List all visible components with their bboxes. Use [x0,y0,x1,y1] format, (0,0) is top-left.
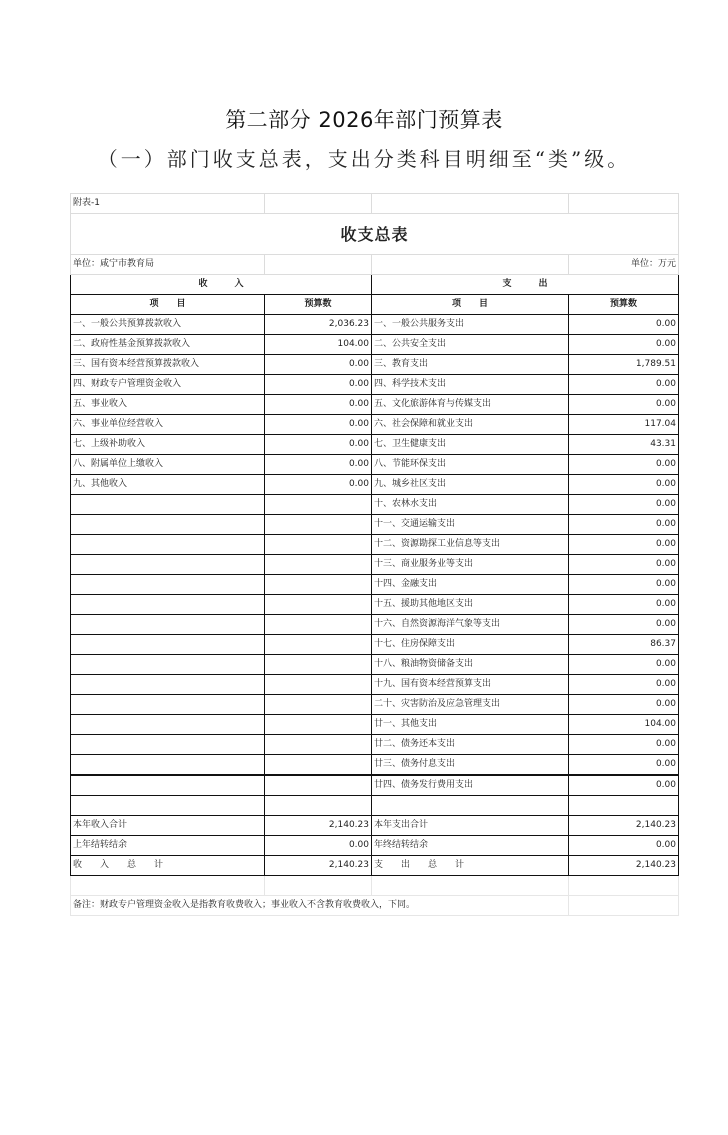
table-row [71,595,679,615]
expense-item: 十四、金融支出 [372,575,569,595]
expense-value: 2,140.23 [569,816,679,836]
income-item [71,595,265,615]
income-value: 104.00 [265,335,372,355]
table-row [71,615,679,635]
expense-item: 廿三、债务付息支出 [372,755,569,776]
income-value: 0.00 [265,415,372,435]
expense-item: 十八、粮油物资储备支出 [372,655,569,675]
income-value: 2,140.23 [265,816,372,836]
expense-item: 二十、灾害防治及应急管理支出 [372,695,569,715]
expense-item: 十五、援助其他地区支出 [372,595,569,615]
table-row [71,655,679,675]
income-item [71,635,265,655]
expense-value: 86.37 [569,635,679,655]
expense-item: 二、公共安全支出 [372,335,569,355]
expense-budget-header: 预算数 [569,295,679,315]
income-value [265,755,372,776]
expense-value: 0.00 [569,375,679,395]
expense-item: 九、城乡社区支出 [372,475,569,495]
sheet-label: 附表-1 [71,194,265,214]
income-value [265,555,372,575]
table-row [71,535,679,555]
sheet-title: 收支总表 [71,214,679,255]
budget-sheet [70,193,678,916]
expense-item [372,796,569,816]
income-item: 上年结转结余 [71,836,265,856]
income-value [265,675,372,695]
table-row [71,755,679,776]
expense-value: 0.00 [569,575,679,595]
income-value [265,575,372,595]
income-item [71,575,265,595]
expense-item: 七、卫生健康支出 [372,435,569,455]
expense-value: 0.00 [569,455,679,475]
expense-item: 廿四、债务发行费用支出 [372,775,569,796]
income-item [71,715,265,735]
income-item [71,615,265,635]
table-row [71,355,679,375]
income-value [265,796,372,816]
table-row [71,635,679,655]
income-item [71,695,265,715]
table-row [71,315,679,335]
table-row [71,796,679,816]
expense-value: 117.04 [569,415,679,435]
spacer-row [71,876,679,896]
expense-item: 一、一般公共服务支出 [372,315,569,335]
income-value: 0.00 [265,475,372,495]
income-item: 四、财政专户管理资金收入 [71,375,265,395]
income-item: 一、一般公共预算拨款收入 [71,315,265,335]
expense-value: 0.00 [569,675,679,695]
table-row [71,695,679,715]
expense-value: 0.00 [569,395,679,415]
income-item [71,535,265,555]
table-row [71,515,679,535]
table-row [71,675,679,695]
income-expense-table [70,193,679,916]
income-item: 五、事业收入 [71,395,265,415]
expense-item: 廿二、债务还本支出 [372,735,569,755]
income-item [71,555,265,575]
expense-value: 0.00 [569,755,679,776]
expense-item: 年终结转结余 [372,836,569,856]
expense-value: 104.00 [569,715,679,735]
income-value [265,695,372,715]
expense-item: 支 出 总 计 [372,856,569,876]
income-budget-header: 预算数 [265,295,372,315]
income-item [71,775,265,796]
column-header-row [71,295,679,315]
income-value [265,735,372,755]
income-value: 0.00 [265,836,372,856]
income-value: 0.00 [265,395,372,415]
income-item: 八、附属单位上缴收入 [71,455,265,475]
table-row [71,775,679,796]
income-item [71,796,265,816]
expense-value [569,796,679,816]
table-row [71,735,679,755]
table-row [71,455,679,475]
income-item [71,735,265,755]
table-row [71,575,679,595]
table-row [71,715,679,735]
total-row [71,856,679,876]
sheet-label-row [71,194,679,214]
expense-value: 0.00 [569,315,679,335]
income-value [265,615,372,635]
table-row [71,375,679,395]
page-heading: 第二部分 2026年部门预算表 [225,108,503,132]
expense-value: 0.00 [569,695,679,715]
expense-value: 0.00 [569,775,679,796]
expense-value: 0.00 [569,595,679,615]
expense-value: 2,140.23 [569,856,679,876]
income-value: 2,036.23 [265,315,372,335]
expense-item: 十二、资源勘探工业信息等支出 [372,535,569,555]
income-value [265,495,372,515]
income-item [71,675,265,695]
income-value [265,635,372,655]
income-item: 九、其他收入 [71,475,265,495]
footnote: 备注：财政专户管理资金收入是指教育收费收入；事业收入不含教育收费收入，下同。 [71,896,569,916]
unit-organization: 单位：咸宁市教育局 [71,255,265,275]
expense-item: 本年支出合计 [372,816,569,836]
income-item: 二、政府性基金预算拨款收入 [71,335,265,355]
income-item: 三、国有资本经营预算拨款收入 [71,355,265,375]
section-header-row [71,275,679,295]
income-item: 本年收入合计 [71,816,265,836]
income-value [265,535,372,555]
income-item [71,495,265,515]
income-value [265,515,372,535]
expense-item-header: 项 目 [372,295,569,315]
table-row [71,335,679,355]
expense-value: 0.00 [569,495,679,515]
expense-header: 支 出 [372,275,679,295]
unit-row [71,255,679,275]
income-item: 收 入 总 计 [71,856,265,876]
income-item [71,755,265,776]
table-row [71,495,679,515]
income-value: 0.00 [265,435,372,455]
income-value: 0.00 [265,355,372,375]
expense-value: 0.00 [569,475,679,495]
expense-value: 0.00 [569,615,679,635]
income-value [265,595,372,615]
expense-item: 十七、住房保障支出 [372,635,569,655]
note-row [71,896,679,916]
expense-value: 0.00 [569,655,679,675]
total-row [71,816,679,836]
table-row [71,395,679,415]
income-item: 七、上级补助收入 [71,435,265,455]
expense-value: 0.00 [569,735,679,755]
income-value [265,775,372,796]
expense-value: 43.31 [569,435,679,455]
income-value [265,655,372,675]
expense-item: 十九、国有资本经营预算支出 [372,675,569,695]
expense-item: 十、农林水支出 [372,495,569,515]
sheet-title-row [71,214,679,255]
expense-item: 三、教育支出 [372,355,569,375]
expense-item: 廿一、其他支出 [372,715,569,735]
table-row [71,475,679,495]
income-value [265,715,372,735]
income-item-header: 项 目 [71,295,265,315]
expense-item: 十三、商业服务业等支出 [372,555,569,575]
income-value: 0.00 [265,375,372,395]
total-row [71,836,679,856]
expense-item: 十一、交通运输支出 [372,515,569,535]
expense-item: 六、社会保障和就业支出 [372,415,569,435]
expense-item: 五、文化旅游体育与传媒支出 [372,395,569,415]
income-item [71,655,265,675]
income-value: 0.00 [265,455,372,475]
income-item: 六、事业单位经营收入 [71,415,265,435]
table-row [71,415,679,435]
expense-value: 0.00 [569,535,679,555]
expense-value: 1,789.51 [569,355,679,375]
expense-item: 四、科学技术支出 [372,375,569,395]
expense-value: 0.00 [569,515,679,535]
table-row [71,555,679,575]
expense-value: 0.00 [569,555,679,575]
unit-money: 单位：万元 [569,255,679,275]
expense-value: 0.00 [569,836,679,856]
income-value: 2,140.23 [265,856,372,876]
income-item [71,515,265,535]
income-header: 收 入 [71,275,372,295]
expense-item: 八、节能环保支出 [372,455,569,475]
expense-item: 十六、自然资源海洋气象等支出 [372,615,569,635]
expense-value: 0.00 [569,335,679,355]
table-row [71,435,679,455]
section-subheading: （一）部门收支总表，支出分类科目明细至“类”级。 [97,147,631,171]
